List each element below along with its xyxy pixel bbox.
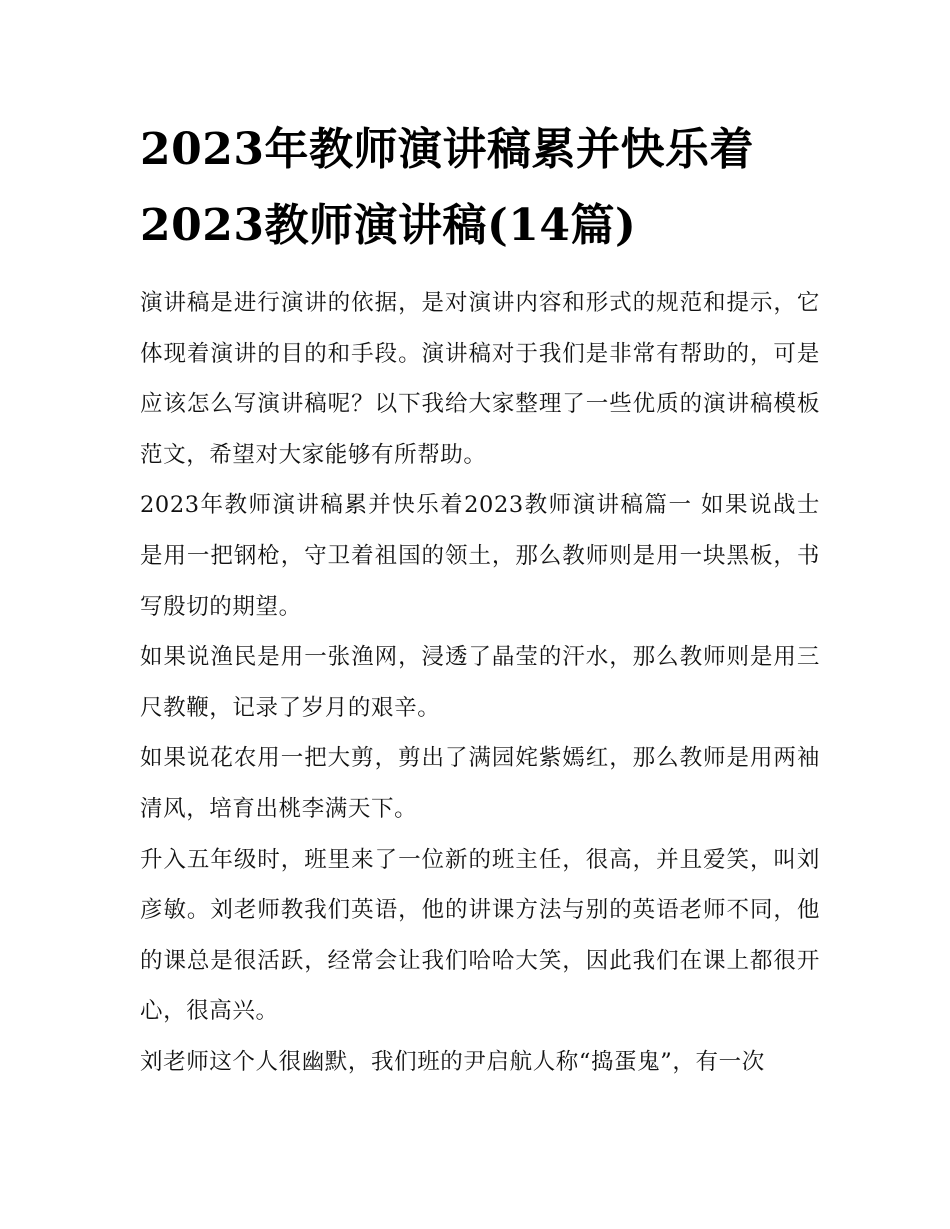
- paragraph-new-teacher: 升入五年级时，班里来了一位新的班主任，很高，并且爱笑，叫刘彦敏。刘老师教我们英语，他的讲课方法与别的英语老师不同，他的课总是很活跃，经常会让我们哈哈大笑，因此我们在课上都很开心，很高兴。: [140, 846, 820, 1025]
- paragraph-intro: 演讲稿是进行演讲的依据，是对演讲内容和形式的规范和提示，它体现着演讲的目的和手段。演讲稿对于我们是非常有帮助的，可是应该怎么写演讲稿呢？以下我给大家整理了一些优质的演讲稿模板范文，希望对大家能够有所帮助。: [140, 290, 820, 468]
- title-line-2: 2023教师演讲稿(14篇): [140, 200, 637, 251]
- document-title: [140, 112, 820, 264]
- paragraph-humor: 刘老师这个人很幽默，我们班的尹启航人称“捣蛋鬼”，有一次: [140, 1048, 765, 1075]
- title-line-1: 2023年教师演讲稿累并快乐着: [140, 124, 754, 175]
- paragraph-fisherman: 如果说渔民是用一张渔网，浸透了晶莹的汗水，那么教师则是用三尺教鞭，记录了岁月的艰辛。: [140, 644, 820, 721]
- paragraph-gardener: 如果说花农用一把大剪，剪出了满园姹紫嫣红，那么教师是用两袖清风，培育出桃李满天下。: [140, 745, 820, 822]
- document-page: [140, 112, 820, 1088]
- paragraph-soldier: 2023年教师演讲稿累并快乐着2023教师演讲稿篇一 如果说战士是用一把钢枪，守卫着祖国的领土，那么教师则是用一块黑板，书写殷切的期望。: [140, 492, 820, 620]
